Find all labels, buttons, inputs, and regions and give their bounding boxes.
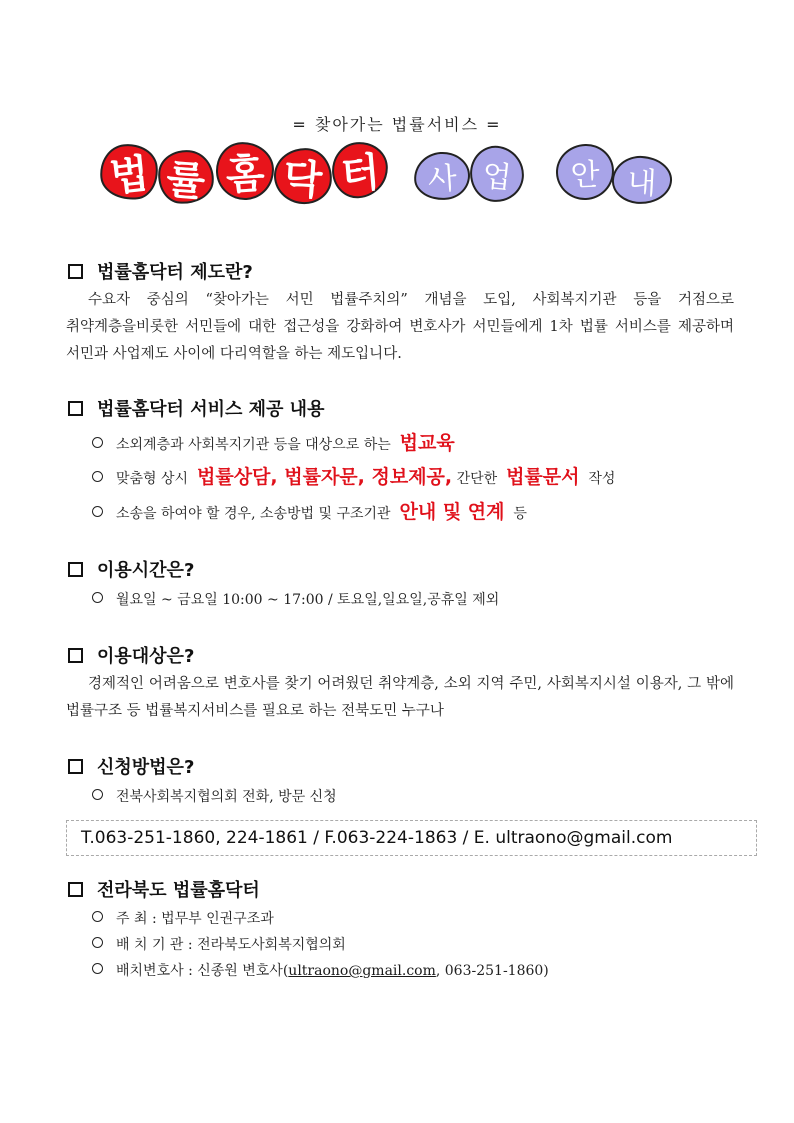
section-body-eligibility: 경제적인 어려움으로 변호사를 찾기 어려웠던 취약계층, 소외 지역 주민, 사회복지시설 이용자, 그 밖에 법률구조 등 법률복지서비스를 필요로 하는 전북도민 누구나 (66, 676, 734, 719)
bullet-text: 월요일 ~ 금요일 10:00 ~ 17:00 / 토요일,일요일,공휴일 제외 (116, 592, 500, 608)
circle-bullet-icon (92, 789, 103, 800)
bullet-text: 배 치 기 관 : 전라북도사회복지협의회 (116, 937, 346, 953)
section-heading-hours (68, 556, 194, 582)
section-title: 신청방법은? (97, 757, 195, 778)
info-item-lawyer (92, 960, 549, 980)
banner-char-4: 닥 (272, 146, 334, 206)
circle-bullet-icon (92, 911, 103, 922)
section-heading-apply (68, 753, 194, 779)
contact-box: T.063-251-1860, 224-1861 / F.063-224-1863 / E. ultraono@gmail.com (66, 820, 757, 856)
highlight-text: 법교육 (399, 432, 455, 454)
section-title: 이용대상은? (97, 646, 195, 667)
section-title: 법률홈닥터 제도란? (97, 262, 253, 283)
checkbox-square-icon (68, 264, 83, 279)
bullet-text: 배치변호사 : 신종원 변호사( (116, 963, 289, 979)
banner-char-9: 내 (611, 154, 673, 205)
highlight-text: 법률문서 (506, 466, 580, 488)
section-body-system: 수요자 중심의 “찾아가는 서민 법률주치의” 개념을 도입, 사회복지기관 등을 거점으로 취약계층을비롯한 서민들에 대한 접근성을 강화하여 변호사가 서민들에게 1차 법률 서비스를 제공하며 서민과 사업제도 사이에 다리역할을 하는 제도입니다. (66, 292, 734, 362)
checkbox-square-icon (68, 759, 83, 774)
email-link[interactable]: ultraono@gmail.com (288, 963, 436, 979)
info-item-agency (92, 934, 346, 954)
bullet-text: 주 최 : 법무부 인권구조과 (116, 911, 274, 927)
service-item-education (92, 428, 455, 455)
circle-bullet-icon (92, 592, 103, 603)
banner-char-3: 홈 (215, 141, 276, 202)
banner-char-6: 사 (412, 150, 471, 202)
subtitle: = 찾아가는 법률서비스 = (292, 115, 502, 134)
circle-bullet-icon (92, 506, 103, 517)
bullet-text: 소송을 하여야 할 경우, 소송방법 및 구조기관 (116, 506, 391, 522)
section-title: 법률홈닥터 서비스 제공 내용 (97, 399, 325, 420)
bullet-text: , 063-251-1860) (435, 963, 549, 979)
section-heading-eligibility (68, 642, 194, 668)
section-heading-system (68, 258, 253, 284)
checkbox-square-icon (68, 882, 83, 897)
section-title: 전라북도 법률홈닥터 (97, 880, 260, 901)
checkbox-square-icon (68, 401, 83, 416)
service-item-consulting (92, 462, 615, 489)
hours-item (92, 589, 499, 609)
title-banner (94, 142, 694, 208)
bullet-text: 간단한 (456, 471, 498, 487)
bullet-text: 등 (513, 506, 527, 522)
banner-char-8: 안 (555, 143, 615, 201)
highlight-text: 법률상담, 법률자문, 정보제공, (196, 466, 453, 488)
circle-bullet-icon (92, 963, 103, 974)
section-title: 이용시간은? (97, 560, 195, 581)
banner-char-1: 법 (97, 141, 161, 203)
service-item-litigation (92, 497, 527, 524)
highlight-text: 안내 및 연계 (399, 501, 505, 523)
apply-item (92, 786, 337, 806)
bullet-text: 맞춤형 상시 (116, 471, 189, 487)
circle-bullet-icon (92, 437, 103, 448)
circle-bullet-icon (92, 937, 103, 948)
banner-char-2: 률 (156, 148, 216, 207)
circle-bullet-icon (92, 471, 103, 482)
bullet-text: 전북사회복지협의회 전화, 방문 신청 (116, 789, 337, 805)
banner-char-5: 터 (330, 140, 391, 201)
section-heading-jeonbuk (68, 876, 260, 902)
checkbox-square-icon (68, 562, 83, 577)
bullet-text: 작성 (588, 471, 616, 487)
checkbox-square-icon (68, 648, 83, 663)
bullet-text: 소외계층과 사회복지기관 등을 대상으로 하는 (116, 437, 391, 453)
info-item-host (92, 908, 274, 928)
section-heading-services (68, 395, 324, 421)
banner-char-7: 업 (467, 143, 527, 204)
